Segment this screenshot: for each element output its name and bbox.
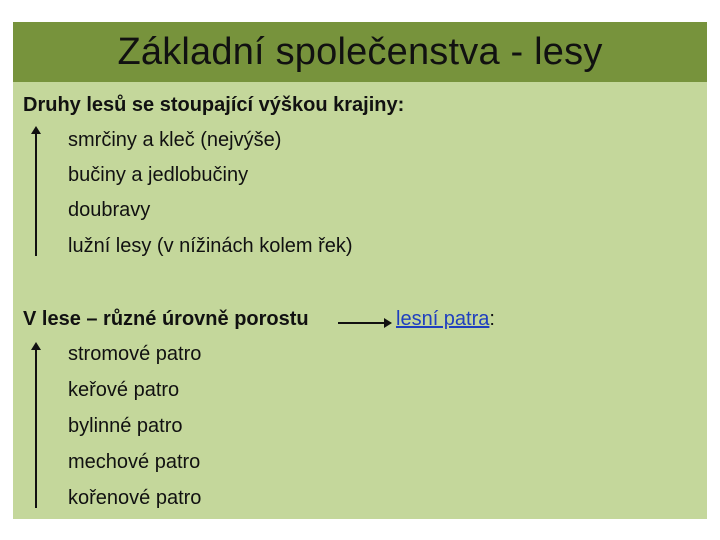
list-item: bylinné patro [68,415,183,437]
list-item: lužní lesy (v nížinách kolem řek) [68,235,353,257]
title-bar [13,22,707,82]
list-item: stromové patro [68,343,202,365]
section2-heading: V lese – různé úrovně porostu [23,308,309,330]
term-suffix: : [489,308,495,330]
list-item: mechové patro [68,451,201,473]
altitude-arrow [35,132,37,256]
list-item: bučiny a jedlobučiny [68,164,249,186]
list-item: doubravy [68,199,151,221]
section1-heading: Druhy lesů se stoupající výškou krajiny: [23,94,405,116]
list-item: kořenové patro [68,487,202,509]
list-item: smrčiny a kleč (nejvýše) [68,129,282,151]
forest-layers-term [396,308,495,331]
list-item: keřové patro [68,379,180,401]
layers-arrow [35,348,37,508]
forest-layers-link[interactable]: lesní patra [396,308,490,330]
right-arrow [338,322,386,324]
slide-title: Základní společenstva - lesy [117,30,603,73]
